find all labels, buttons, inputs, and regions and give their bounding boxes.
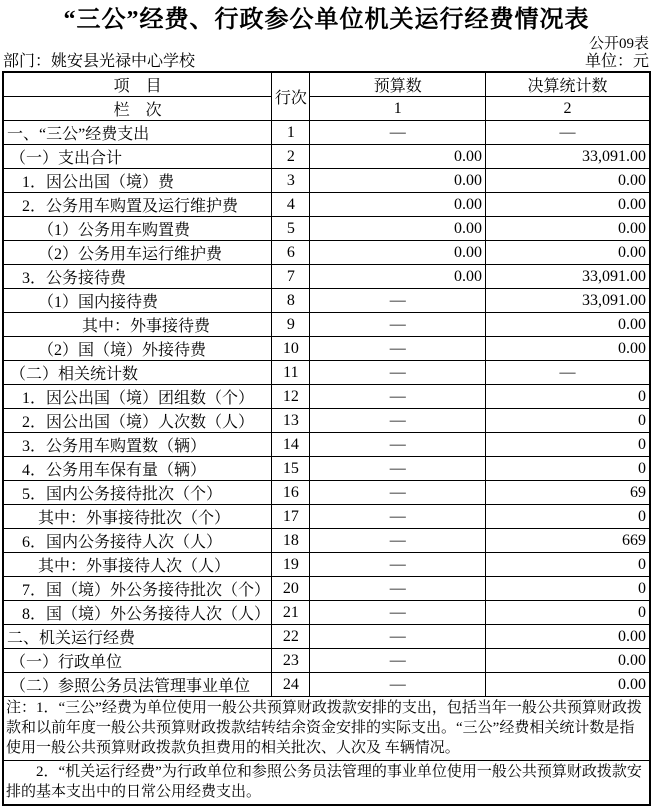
item-cell: 1．因公出国（境）费 bbox=[3, 169, 272, 193]
budget-cell: — bbox=[310, 529, 486, 553]
item-cell: 二、机关运行经费 bbox=[3, 625, 272, 649]
table-row bbox=[3, 169, 650, 193]
table-row bbox=[3, 529, 650, 553]
table-row bbox=[3, 625, 650, 649]
header-final-col-no: 2 bbox=[485, 97, 650, 121]
final-cell: 0 bbox=[485, 505, 650, 529]
budget-cell: — bbox=[310, 505, 486, 529]
table-row bbox=[3, 553, 650, 577]
row-no-cell: 20 bbox=[272, 577, 310, 601]
table-row bbox=[3, 433, 650, 457]
table-row bbox=[3, 481, 650, 505]
final-cell: — bbox=[485, 121, 650, 145]
row-no-cell: 4 bbox=[272, 193, 310, 217]
final-cell: 0.00 bbox=[485, 169, 650, 193]
row-no-cell: 10 bbox=[272, 337, 310, 361]
budget-cell: — bbox=[310, 481, 486, 505]
item-cell: 8．国（境）外公务接待人次（人） bbox=[3, 601, 272, 625]
item-cell: 2．因公出国（境）人次数（人） bbox=[3, 409, 272, 433]
budget-cell: — bbox=[310, 313, 486, 337]
row-no-cell: 22 bbox=[272, 625, 310, 649]
header-row-1 bbox=[3, 72, 650, 97]
table-row bbox=[3, 337, 650, 361]
table-row bbox=[3, 649, 650, 673]
header-budget-col-no: 1 bbox=[310, 97, 486, 121]
item-cell: 其中：外事接待费 bbox=[3, 313, 272, 337]
header-row-2 bbox=[3, 97, 650, 121]
table-row bbox=[3, 601, 650, 625]
table-notes bbox=[3, 697, 650, 806]
budget-cell: — bbox=[310, 601, 486, 625]
budget-cell: 0.00 bbox=[310, 217, 486, 241]
budget-cell: — bbox=[310, 649, 486, 673]
row-no-cell: 14 bbox=[272, 433, 310, 457]
item-cell: （2）公务用车运行维护费 bbox=[3, 241, 272, 265]
budget-cell: — bbox=[310, 121, 486, 145]
budget-cell: — bbox=[310, 625, 486, 649]
budget-cell: 0.00 bbox=[310, 241, 486, 265]
budget-cell: — bbox=[310, 385, 486, 409]
final-cell: 0 bbox=[485, 601, 650, 625]
table-row bbox=[3, 457, 650, 481]
table-header bbox=[3, 72, 650, 121]
item-cell: 6．国内公务接待人次（人） bbox=[3, 529, 272, 553]
table-row bbox=[3, 217, 650, 241]
item-cell: （二）相关统计数 bbox=[3, 361, 272, 385]
table-row bbox=[3, 193, 650, 217]
row-no-cell: 18 bbox=[272, 529, 310, 553]
final-cell: 0 bbox=[485, 385, 650, 409]
row-no-cell: 13 bbox=[272, 409, 310, 433]
row-no-cell: 21 bbox=[272, 601, 310, 625]
final-cell: 0.00 bbox=[485, 673, 650, 697]
budget-cell: 0.00 bbox=[310, 169, 486, 193]
final-cell: 0.00 bbox=[485, 193, 650, 217]
final-cell: 0.00 bbox=[485, 217, 650, 241]
budget-cell: — bbox=[310, 409, 486, 433]
row-no-cell: 16 bbox=[272, 481, 310, 505]
final-cell: 0 bbox=[485, 553, 650, 577]
final-cell: 0.00 bbox=[485, 649, 650, 673]
item-cell: （一）支出合计 bbox=[3, 145, 272, 169]
budget-cell: — bbox=[310, 337, 486, 361]
item-cell: 3．公务用车购置数（辆） bbox=[3, 433, 272, 457]
table-row bbox=[3, 145, 650, 169]
note-row-2 bbox=[3, 761, 650, 806]
header-lan-ci: 栏 次 bbox=[3, 97, 272, 121]
note-1-text: 注：1．“三公”经费为单位使用一般公共预算财政拨款安排的支出，包括当年一般公共预算财政拨款和以前年度一般公共预算财政拨款结转结余资金安排的实际支出。“三公”经费相关统计数是指使用一般公共预算财政拨款负担费用的相关批次、人次及 车辆情况。 bbox=[3, 697, 650, 761]
final-cell: 0.00 bbox=[485, 625, 650, 649]
table-row bbox=[3, 673, 650, 697]
row-no-cell: 24 bbox=[272, 673, 310, 697]
item-cell: （1）国内接待费 bbox=[3, 289, 272, 313]
row-no-cell: 19 bbox=[272, 553, 310, 577]
note-row-1 bbox=[3, 697, 650, 761]
row-no-cell: 7 bbox=[272, 265, 310, 289]
header-budget: 预算数 bbox=[310, 72, 486, 97]
table-body bbox=[3, 121, 650, 697]
final-cell: 0.00 bbox=[485, 313, 650, 337]
meta-line bbox=[2, 53, 651, 71]
item-cell: 其中：外事接待批次（个） bbox=[3, 505, 272, 529]
note-2-text: 2．“机关运行经费”为行政单位和参照公务员法管理的事业单位使用一般公共预算财政拨款安排的基本支出中的日常公用经费支出。 bbox=[3, 761, 650, 806]
row-no-cell: 9 bbox=[272, 313, 310, 337]
final-cell: 0 bbox=[485, 577, 650, 601]
budget-cell: — bbox=[310, 673, 486, 697]
row-no-cell: 6 bbox=[272, 241, 310, 265]
budget-cell: 0.00 bbox=[310, 265, 486, 289]
row-no-cell: 23 bbox=[272, 649, 310, 673]
final-cell: 33,091.00 bbox=[485, 145, 650, 169]
header-item: 项 目 bbox=[3, 72, 272, 97]
final-cell: — bbox=[485, 361, 650, 385]
final-cell: 669 bbox=[485, 529, 650, 553]
expense-table bbox=[2, 71, 651, 806]
item-cell: （1）公务用车购置费 bbox=[3, 217, 272, 241]
table-row bbox=[3, 313, 650, 337]
final-cell: 0.00 bbox=[485, 337, 650, 361]
table-row bbox=[3, 409, 650, 433]
budget-cell: — bbox=[310, 433, 486, 457]
final-cell: 33,091.00 bbox=[485, 265, 650, 289]
item-cell: 1．因公出国（境）团组数（个） bbox=[3, 385, 272, 409]
table-row bbox=[3, 289, 650, 313]
final-cell: 0.00 bbox=[485, 241, 650, 265]
table-row bbox=[3, 577, 650, 601]
row-no-cell: 12 bbox=[272, 385, 310, 409]
item-cell: 其中：外事接待人次（人） bbox=[3, 553, 272, 577]
final-cell: 0 bbox=[485, 409, 650, 433]
final-cell: 69 bbox=[485, 481, 650, 505]
row-no-cell: 2 bbox=[272, 145, 310, 169]
budget-cell: 0.00 bbox=[310, 145, 486, 169]
table-row bbox=[3, 361, 650, 385]
item-cell: 5．国内公务接待批次（个） bbox=[3, 481, 272, 505]
row-no-cell: 11 bbox=[272, 361, 310, 385]
row-no-cell: 1 bbox=[272, 121, 310, 145]
final-cell: 33,091.00 bbox=[485, 289, 650, 313]
table-code: 公开09表 bbox=[588, 36, 649, 52]
row-no-cell: 15 bbox=[272, 457, 310, 481]
table-row bbox=[3, 121, 650, 145]
final-cell: 0 bbox=[485, 433, 650, 457]
final-cell: 0 bbox=[485, 457, 650, 481]
budget-cell: 0.00 bbox=[310, 193, 486, 217]
item-cell: 2．公务用车购置及运行维护费 bbox=[3, 193, 272, 217]
budget-cell: — bbox=[310, 553, 486, 577]
budget-cell: — bbox=[310, 361, 486, 385]
table-row bbox=[3, 241, 650, 265]
row-no-cell: 17 bbox=[272, 505, 310, 529]
department-label: 部门：姚安县光禄中心学校 bbox=[3, 53, 196, 70]
budget-cell: — bbox=[310, 457, 486, 481]
report-page bbox=[0, 5, 653, 806]
row-no-cell: 5 bbox=[272, 217, 310, 241]
header-row-no: 行次 bbox=[272, 72, 310, 121]
page-title: “三公”经费、行政参公单位机关运行经费情况表 bbox=[63, 7, 590, 33]
item-cell: （2）国（境）外接待费 bbox=[3, 337, 272, 361]
header-final: 决算统计数 bbox=[485, 72, 650, 97]
unit-label: 单位：元 bbox=[584, 53, 649, 70]
table-row bbox=[3, 385, 650, 409]
budget-cell: — bbox=[310, 289, 486, 313]
item-cell: （一）行政单位 bbox=[3, 649, 272, 673]
item-cell: 4．公务用车保有量（辆） bbox=[3, 457, 272, 481]
table-row bbox=[3, 265, 650, 289]
item-cell: 7．国（境）外公务接待批次（个） bbox=[3, 577, 272, 601]
item-cell: （二）参照公务员法管理事业单位 bbox=[3, 673, 272, 697]
row-no-cell: 3 bbox=[272, 169, 310, 193]
row-no-cell: 8 bbox=[272, 289, 310, 313]
budget-cell: — bbox=[310, 577, 486, 601]
item-cell: 3．公务接待费 bbox=[3, 265, 272, 289]
table-row bbox=[3, 505, 650, 529]
item-cell: 一、“三公”经费支出 bbox=[3, 121, 272, 145]
